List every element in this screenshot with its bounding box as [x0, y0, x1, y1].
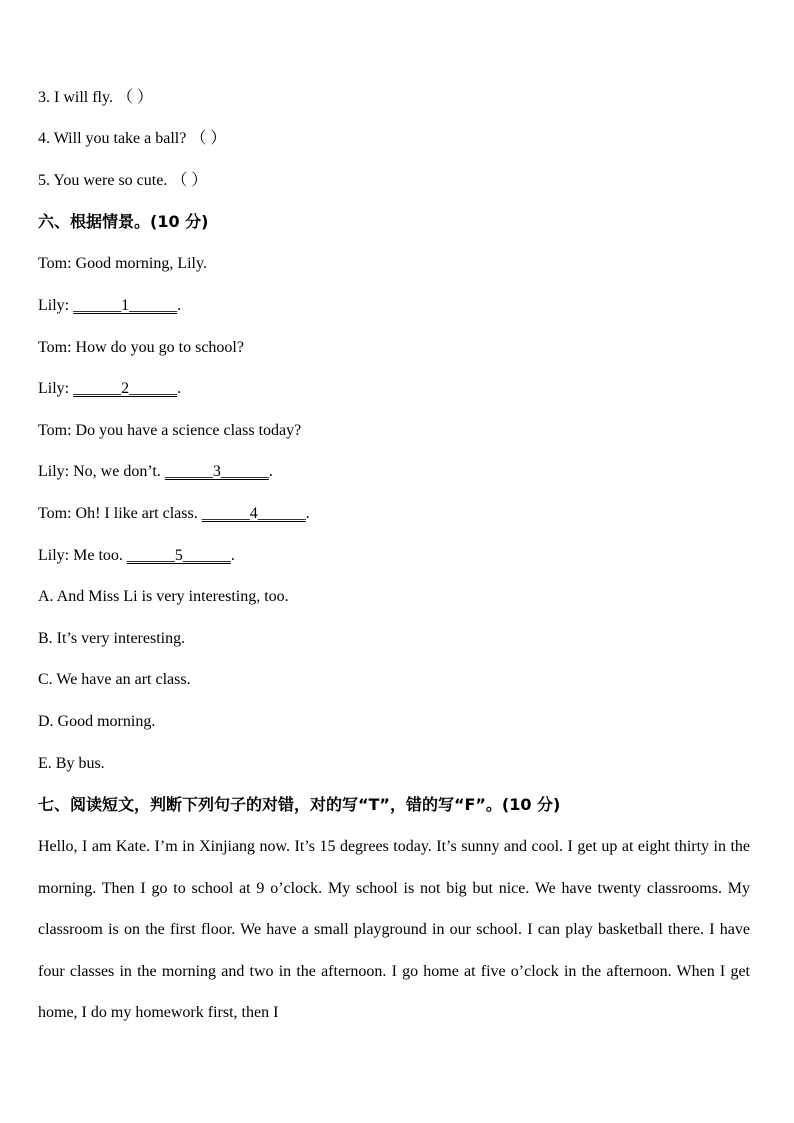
dialogue-text: Me too.	[73, 547, 123, 564]
dialogue-line	[38, 296, 181, 316]
question-5-text: 5. You were so cute.	[38, 172, 168, 189]
answer-blank-4[interactable]: ______4______	[201, 505, 306, 522]
speaker: Tom:	[38, 339, 72, 356]
dialogue-line	[38, 546, 235, 566]
speaker: Lily:	[38, 297, 70, 314]
question-3	[38, 88, 153, 108]
period: .	[177, 297, 182, 314]
option-b: B. It’s very interesting.	[38, 630, 186, 647]
answer-blank-5[interactable]: ______5______	[126, 547, 231, 564]
option-d: D. Good morning.	[38, 713, 156, 730]
dialogue-text: Do you have a science class today?	[75, 422, 302, 439]
option-e: E. By bus.	[38, 755, 105, 772]
speaker: Lily:	[38, 463, 70, 480]
period: .	[230, 547, 235, 564]
dialogue-line	[38, 379, 181, 399]
dialogue-text: Good morning, Lily.	[75, 255, 207, 272]
period: .	[177, 380, 182, 397]
option-c: C. We have an art class.	[38, 671, 191, 688]
dialogue-line	[38, 254, 207, 274]
question-3-text: 3. I will fly.	[38, 89, 113, 106]
dialogue-text: How do you go to school?	[75, 339, 244, 356]
answer-blank-2[interactable]: ______2______	[73, 380, 178, 397]
option-a: A. And Miss Li is very interesting, too.	[38, 588, 289, 605]
speaker: Lily:	[38, 547, 70, 564]
question-4	[38, 129, 226, 149]
dialogue-text: Oh! I like art class.	[75, 505, 198, 522]
speaker: Tom:	[38, 505, 72, 522]
speaker: Tom:	[38, 255, 72, 272]
answer-parentheses[interactable]: （ ）	[171, 172, 208, 189]
dialogue-line	[38, 462, 273, 482]
section-6-heading: 六、根据情景。(10 分)	[38, 212, 209, 231]
answer-blank-3[interactable]: ______3______	[164, 463, 269, 480]
dialogue-line	[38, 421, 301, 441]
dialogue-text: No, we don’t.	[73, 463, 161, 480]
answer-parentheses[interactable]: （ ）	[190, 130, 227, 147]
speaker: Tom:	[38, 422, 72, 439]
answer-parentheses[interactable]: （ ）	[116, 89, 153, 106]
section-7-heading: 七、阅读短文，判断下列句子的对错，对的写“T”，错的写“F”。(10 分)	[38, 795, 561, 814]
dialogue-line	[38, 338, 244, 358]
period: .	[305, 505, 310, 522]
question-4-text: 4. Will you take a ball?	[38, 130, 187, 147]
speaker: Lily:	[38, 380, 70, 397]
answer-blank-1[interactable]: ______1______	[73, 297, 178, 314]
question-5	[38, 171, 207, 191]
reading-passage: Hello, I am Kate. I’m in Xinjiang now. It’s 15 degrees today. It’s sunny and cool. I get up at eight thirty in the morning. Then I go to school at 9 o’clock. My school is not big but nice. We have twenty classrooms. My classroom is on the first floor. We have a small playground in our school. I can play basketball there. I have four classes in the morning and two in the afternoon. I go home at five o’clock in the afternoon. When I get home, I do my homework first, then I	[38, 838, 750, 1022]
period: .	[268, 463, 273, 480]
dialogue-line	[38, 504, 310, 524]
